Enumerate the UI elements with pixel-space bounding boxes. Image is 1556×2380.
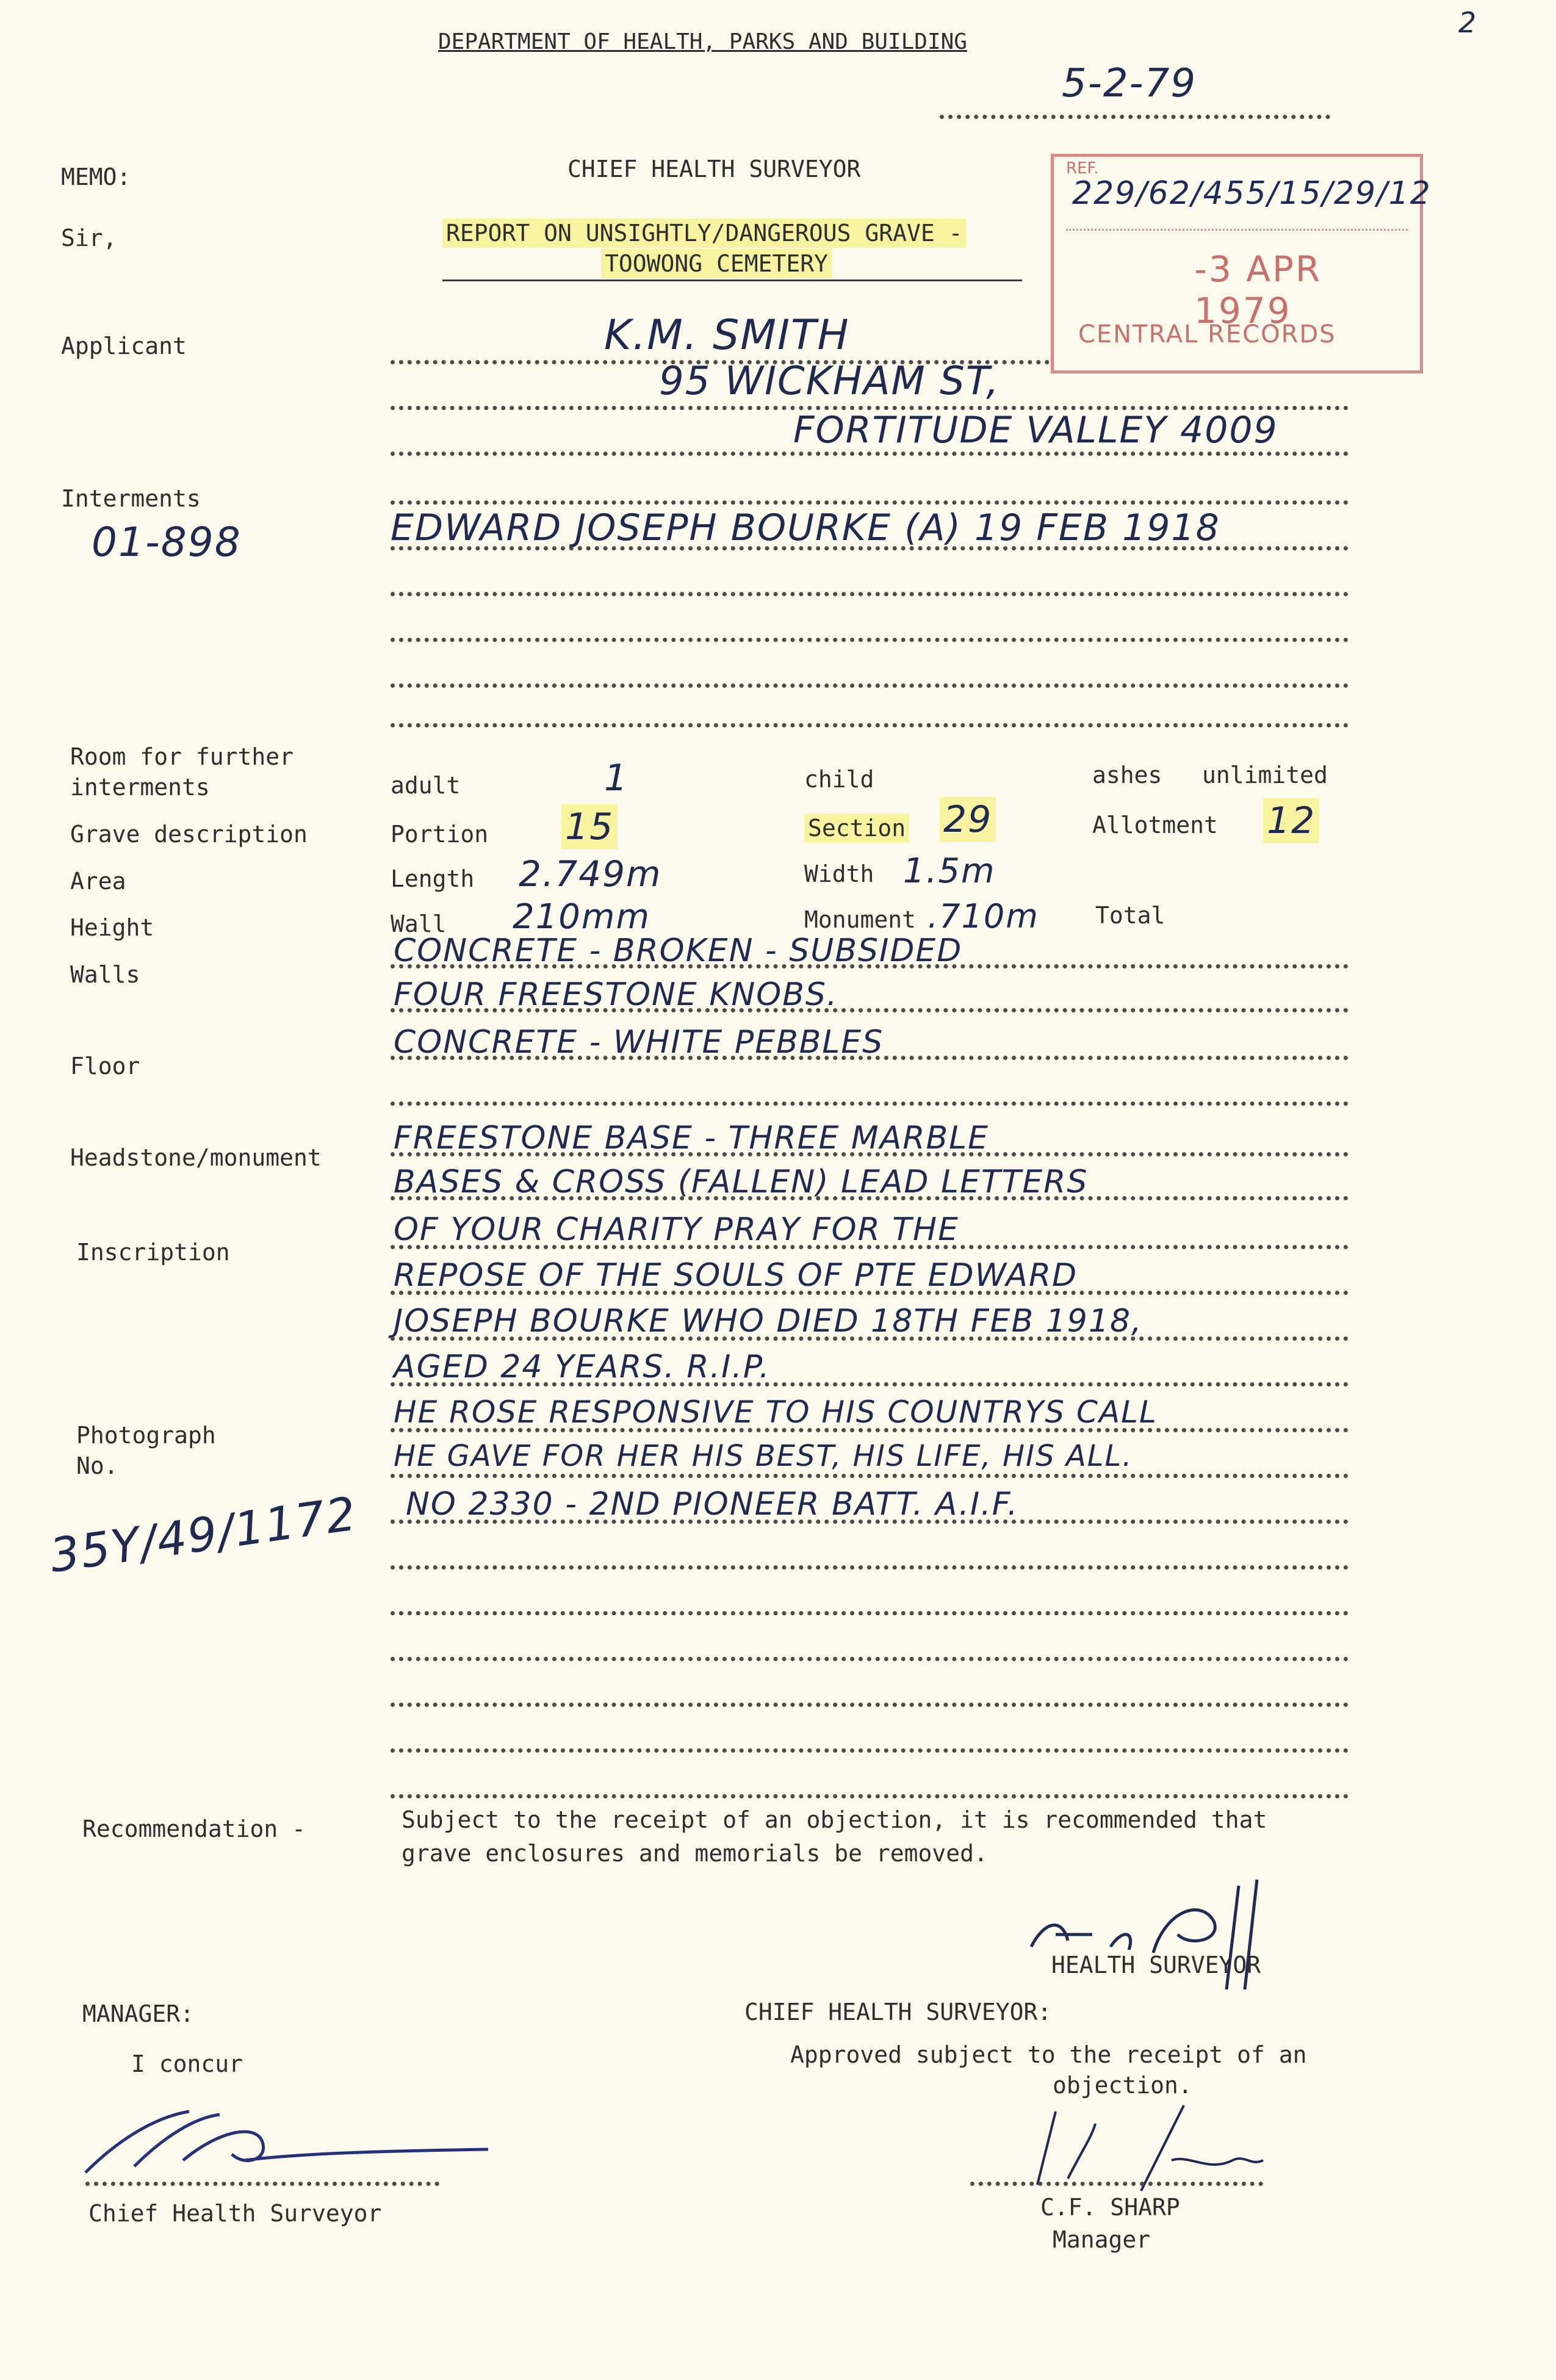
monument-label: Monument [804,906,917,933]
chief-signature-line [85,2182,439,2186]
floor-line-2 [391,1102,1349,1106]
interments-line-6 [391,723,1349,727]
inscription-dots-6 [391,1474,1349,1478]
headstone-line-1 [391,1152,1349,1156]
recommendation-label: Recommendation - [82,1816,306,1842]
floor-text: CONCRETE - WHITE PEBBLES [394,1024,884,1061]
walls-label: Walls [70,961,140,988]
inscription-dots-1 [391,1245,1349,1249]
adult-value: 1 [604,757,629,799]
inscription-dots-11 [391,1703,1349,1707]
inscription-line-1: OF YOUR CHARITY PRAY FOR THE [394,1211,959,1248]
walls-text-1: CONCRETE - BROKEN - SUBSIDED [394,932,963,969]
salutation: Sir, [61,225,117,251]
allotment-value: 12 [1263,799,1319,842]
headstone-line-2 [391,1196,1349,1200]
width-value: 1.5m [903,851,996,891]
section-value: 29 [940,798,996,841]
inscription-dots-5 [391,1428,1349,1432]
photograph-label-1: Photograph [76,1422,216,1449]
room-label-1: Room for further [70,743,294,770]
inscription-line-6: HE GAVE FOR HER HIS BEST, HIS LIFE, HIS ALL. [394,1439,1133,1473]
page-mark: 2 [1458,6,1478,39]
ashes-label: ashes [1092,762,1162,788]
subject-underline [442,279,1022,281]
inscription-line-4: AGED 24 YEARS. R.I.P. [394,1349,771,1385]
subject-line-2: TOOWONG CEMETERY [601,250,832,277]
applicant-address-2: FORTITUDE VALLEY 4009 [793,409,1278,452]
walls-line-1 [391,964,1349,968]
walls-line-2 [391,1008,1349,1012]
inscription-label: Inscription [76,1239,230,1266]
chief-surveyor-signature [61,2093,513,2191]
stamp-office: CENTRAL RECORDS [1078,320,1336,348]
wall-label: Wall [391,911,447,937]
inscription-dots-12 [391,1748,1349,1753]
interments-line-3 [391,592,1349,596]
room-label-2: interments [70,774,210,801]
manager-title: Manager [1053,2226,1151,2253]
manager-name: C.F. SHARP [1040,2194,1180,2221]
subject-line-1: REPORT ON UNSIGHTLY/DANGEROUS GRAVE - [442,220,966,247]
date-dotted-line [940,115,1330,119]
floor-line-1 [391,1056,1349,1060]
memo-label: MEMO: [61,164,131,190]
manager-label: MANAGER: [82,2000,195,2027]
stamp-ref-label: REF. [1066,159,1099,178]
concur-text: I concur [131,2050,243,2077]
area-label: Area [70,868,126,895]
headstone-text-1: FREESTONE BASE - THREE MARBLE [394,1120,989,1156]
wall-value: 210mm [513,897,650,937]
ashes-value: unlimited [1202,762,1328,788]
approved-line-2: objection. [1053,2072,1192,2099]
applicant-label: Applicant [61,333,187,359]
portion-value: 15 [561,806,618,848]
received-stamp [1051,154,1432,373]
applicant-address-1: 95 WICKHAM ST, [659,359,1000,404]
recommendation-line-1: Subject to the receipt of an objection, it is recommended that [402,1806,1267,1833]
interments-line-5 [391,683,1349,688]
inscription-dots-3 [391,1336,1349,1341]
portion-label: Portion [391,821,489,848]
photograph-label-2: No. [76,1452,118,1479]
grave-description-label: Grave description [70,821,308,848]
allotment-label: Allotment [1092,812,1218,838]
health-surveyor-title: HEALTH SURVEYOR [1051,1952,1261,1978]
height-label: Height [70,914,154,941]
address-line-2 [391,452,1349,456]
headstone-label: Headstone/monument [70,1144,322,1171]
section-label: Section [804,815,909,842]
inscription-line-7: NO 2330 - 2ND PIONEER BATT. A.I.F. [406,1486,1019,1523]
photograph-number: 35Y/49/1172 [46,1486,361,1583]
chief-surveyor-caption: Chief Health Surveyor [88,2200,382,2227]
inscription-line-3: JOSEPH BOURKE WHO DIED 18TH FEB 1918, [394,1303,1143,1340]
floor-label: Floor [70,1053,140,1080]
adult-label: adult [391,772,461,799]
recommendation-line-2: grave enclosures and memorials be removed. [402,1840,988,1867]
department-heading: DEPARTMENT OF HEALTH, PARKS AND BUILDING [438,29,967,54]
approved-line-1: Approved subject to the receipt of an [790,2041,1307,2068]
manager-signature-line [970,2182,1263,2186]
inscription-line-5: HE ROSE RESPONSIVE TO HIS COUNTRYS CALL [394,1394,1158,1430]
stamp-ref-number: 229/62/455/15/29/12 [1072,175,1432,212]
interments-label: Interments [61,485,201,512]
chief-surveyor-label: CHIEF HEALTH SURVEYOR: [744,1999,1052,2025]
stamp-divider [1066,229,1408,231]
stamp-date: -3 APR 1979 [1194,248,1322,331]
interments-line-1 [391,500,1349,505]
memo-date: 5-2-79 [1062,61,1197,106]
child-label: child [804,766,874,793]
length-value: 2.749m [519,853,662,895]
length-label: Length [391,865,475,892]
inscription-dots-2 [391,1291,1349,1295]
walls-text-2: FOUR FREESTONE KNOBS. [394,976,838,1013]
total-label: Total [1095,902,1165,929]
interments-line-2 [391,546,1349,550]
inscription-dots-7 [391,1520,1349,1524]
inscription-dots-8 [391,1565,1349,1570]
inscription-line-2: REPOSE OF THE SOULS OF PTE EDWARD [394,1257,1078,1294]
inscription-dots-10 [391,1657,1349,1661]
inscription-dots-13 [391,1794,1349,1798]
width-label: Width [804,860,874,887]
interment-entry: EDWARD JOSEPH BOURKE (A) 19 FEB 1918 [391,507,1220,549]
inscription-dots-4 [391,1382,1349,1387]
headstone-text-2: BASES & CROSS (FALLEN) LEAD LETTERS [394,1164,1089,1200]
monument-value: .710m [927,897,1039,936]
interments-line-4 [391,638,1349,642]
inscription-dots-9 [391,1611,1349,1615]
applicant-name: K.M. SMITH [604,311,850,359]
interment-ref: 01-898 [92,519,242,566]
addressee: CHIEF HEALTH SURVEYOR [567,156,861,182]
